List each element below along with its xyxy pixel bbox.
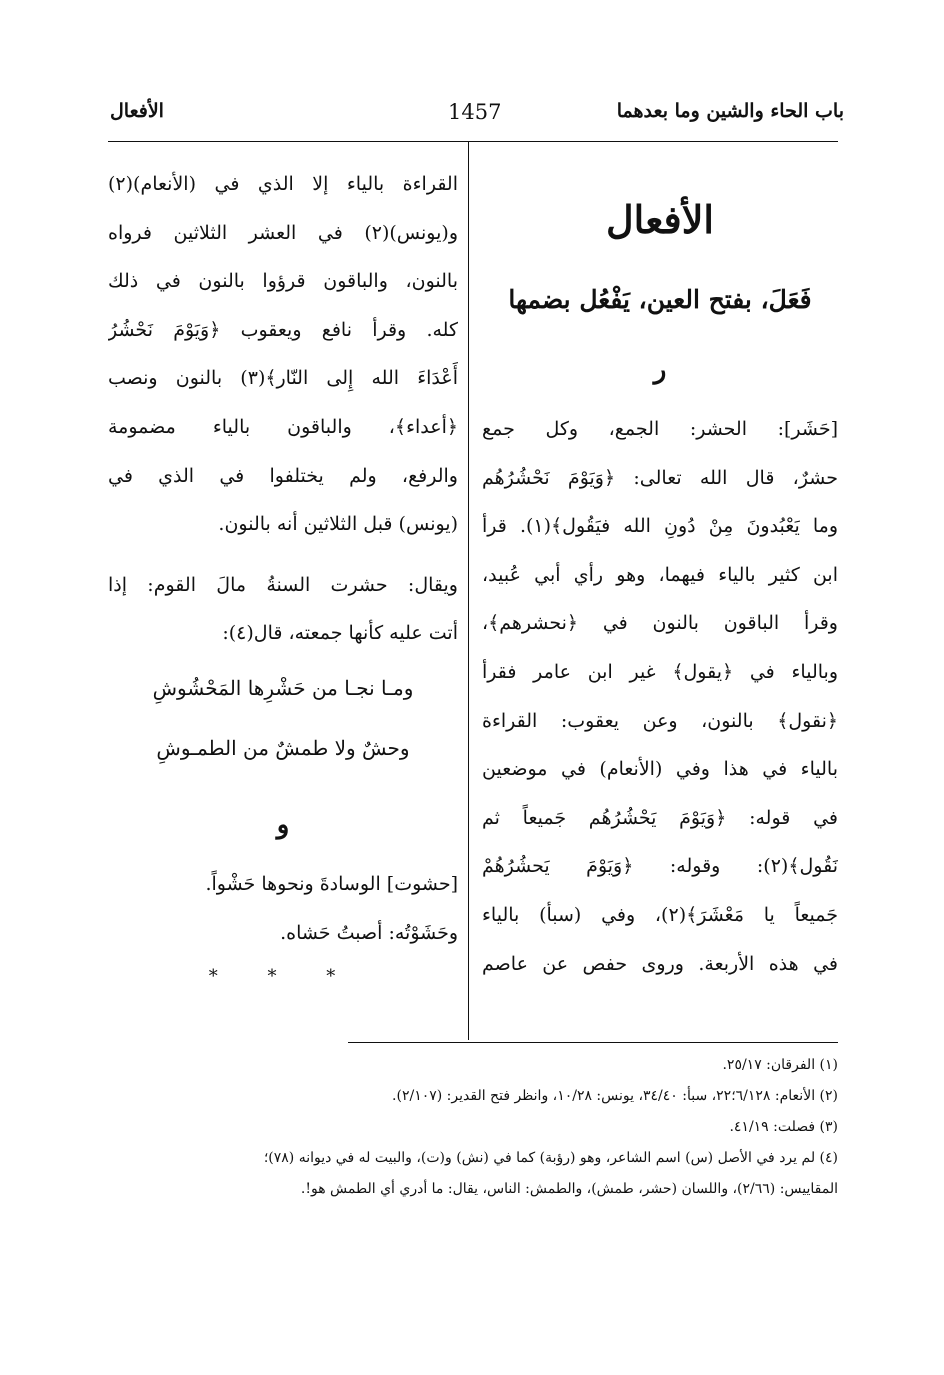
- footnote: (٣) فصلت: ٤١/١٩.: [729, 1119, 838, 1135]
- paragraph-qiraat: [108, 160, 458, 549]
- text-line: ابن كثير بالياء فيهما، وهو رأي أبي عُبيد،: [482, 563, 838, 586]
- text-line: وبالياء في ﴿يقول﴾ غير ابن عامر فقرأ: [482, 660, 838, 683]
- left-column: [108, 160, 458, 997]
- section-subtitle: فَعَلَ، بفتح العين، يَفْعُل بضمها: [508, 285, 812, 314]
- text-line: ويقال: حشرت السنةُ مالَ القوم: إذا: [108, 573, 458, 596]
- footnote-rule: [348, 1042, 838, 1043]
- text-line: وقرأ الباقون بالنون في ﴿نحشرهم﴾،: [482, 612, 838, 635]
- running-header-chapter: باب الحاء والشين وما بعدهما: [616, 100, 844, 122]
- footnote: المقاييس: (٢/٦٦)، واللسان (حشر، طمش)، والطمش: الناس، يقال: ما أدري أي الطمش هو!.: [300, 1181, 838, 1197]
- text-line: والرفع، ولم يختلفوا في الذي في: [108, 464, 458, 487]
- paragraph-hashawt: [108, 860, 458, 957]
- right-column: [482, 185, 838, 988]
- header-rule: [108, 141, 838, 142]
- text-line: [حشوت] الوسادةَ ونحوها حَشْواً.: [205, 872, 458, 895]
- text-line: نَقُول﴾(٢): وقوله: ﴿وَيَوْمَ يَحشُرُهُمْ: [482, 855, 838, 878]
- footnote: (٢) الأنعام: ٦/١٢٨؛٢٢، سبأ: ٣٤/٤٠، يونس: ١٠/٢٨، وانظر فتح القدير: (٢/١٠٧).: [392, 1088, 838, 1104]
- text-line: وما يَعْبُدونَ مِنْ دُونِ الله فيَقُول﴾(١). قرأ: [482, 515, 838, 538]
- verse-line: وحشٌ ولا طمشٌ من الطمـوشِ: [156, 735, 410, 760]
- text-line: أَعْدَاءَ الله إِلى النّار﴾(٣) بالنون ونصب: [108, 367, 458, 390]
- text-line: وحَشَوْتُه: أصبتُ حَشاه.: [280, 921, 458, 944]
- text-line: و(يونس)(٢) في العشر الثلاثين فرواه: [108, 221, 458, 244]
- right-column-text: [482, 405, 838, 988]
- page-number: 1457: [448, 100, 502, 124]
- verse-line: ومـا نجـا من حَشْرِها المَحْشُوشِ: [152, 675, 414, 700]
- text-line: بالنون، والباقون قرؤوا بالنون في ذلك: [108, 270, 458, 293]
- text-line: القراءة بالياء إلا الذي في (الأنعام)(٢): [108, 173, 458, 195]
- column-divider: [468, 142, 469, 1040]
- poetry-verse: [108, 658, 458, 778]
- text-line: أتت عليه كأنها جمعته، قال(٤):: [222, 622, 458, 645]
- section-end-stars: * * *: [208, 966, 358, 988]
- footnotes: [110, 1050, 838, 1205]
- text-line: ﴿أعداء﴾، والباقون بالياء مضمومة: [108, 415, 458, 438]
- text-line: في هذه الأربعة. وروى حفص عن عاصم: [482, 952, 838, 975]
- running-header-section: الأفعال: [110, 100, 164, 122]
- paragraph-hasharat: [108, 561, 458, 658]
- text-line: كله. وقرأ نافع ويعقوب ﴿وَيَوْمَ نَحْشُرُ: [108, 318, 458, 341]
- text-line: حشرٌ، قال الله تعالى: ﴿وَيَوْمَ نَحْشُرُهُم: [482, 466, 838, 489]
- text-line: (يونس) قبل الثلاثين أنه بالنون.: [218, 513, 458, 536]
- section-title: الأفعال: [606, 197, 714, 242]
- letter-heading-ra: ر: [653, 355, 667, 385]
- text-line: بالياء في هذا وفي (الأنعام) في موضعين: [482, 758, 838, 781]
- text-line: ﴿نقول﴾ بالنون، وعن يعقوب: القراءة: [482, 709, 838, 732]
- text-line: في قوله: ﴿وَيَوْمَ يَحْشُرُهُم جَميعاً ثم: [482, 806, 838, 829]
- text-line: [حَشَر]: الحشر: الجمع، وكل جمع: [482, 418, 838, 440]
- letter-heading-waw: و: [276, 809, 290, 840]
- footnote: (١) الفرقان: ٢٥/١٧.: [722, 1057, 838, 1073]
- text-line: جَميعاً يا مَعْشَرَ﴾(٢)، وفي (سبأ) بالياء: [482, 903, 838, 926]
- footnote: (٤) لم يرد في الأصل (س) اسم الشاعر، وهو (رؤبة) كما في (نش) و(ت)، والبيت له في ديوانه (٧٨)؛: [263, 1150, 838, 1166]
